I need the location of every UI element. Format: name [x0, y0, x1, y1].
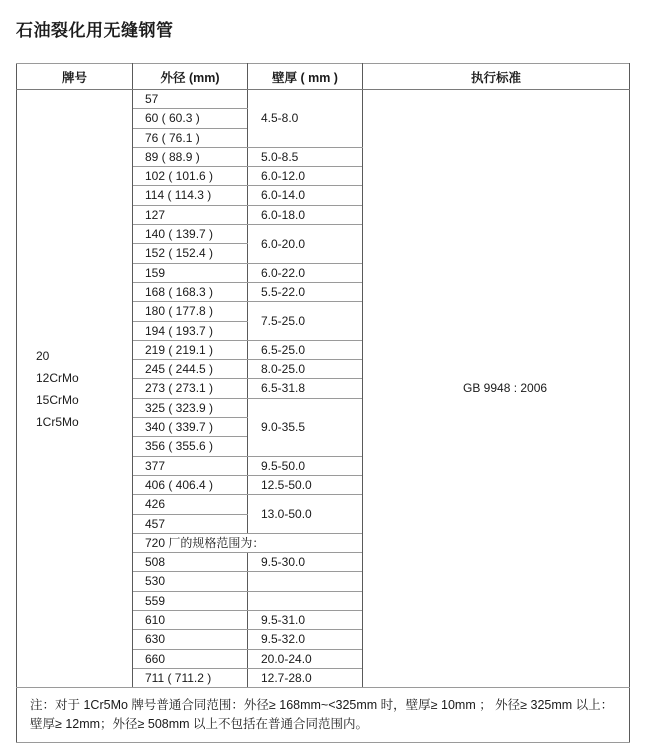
- od-cell: 559: [133, 591, 248, 610]
- od-cell: 140 ( 139.7 ): [133, 225, 248, 244]
- od-cell: 102 ( 101.6 ): [133, 167, 248, 186]
- wt-cell: 9.0-35.5: [248, 398, 363, 456]
- grade-line: 15CrMo: [36, 392, 79, 407]
- wt-cell: 4.5-8.0: [248, 90, 363, 148]
- wt-cell: 6.5-25.0: [248, 340, 363, 359]
- od-cell: 89 ( 88.9 ): [133, 147, 248, 166]
- header-row: [17, 64, 630, 90]
- wt-cell: 9.5-30.0: [248, 553, 363, 572]
- od-cell: 273 ( 273.1 ): [133, 379, 248, 398]
- od-cell: 340 ( 339.7 ): [133, 418, 248, 437]
- wt-cell: 6.0-20.0: [248, 225, 363, 264]
- od-cell: 610: [133, 611, 248, 630]
- od-cell: 168 ( 168.3 ): [133, 282, 248, 301]
- table-row: [17, 90, 630, 109]
- wt-cell: [248, 572, 363, 591]
- wt-cell: 6.0-12.0: [248, 167, 363, 186]
- od-cell: 630: [133, 630, 248, 649]
- factory-range-cell: 720 厂的规格范围为：: [133, 533, 363, 552]
- od-cell: 660: [133, 649, 248, 668]
- od-cell: 356 ( 355.6 ): [133, 437, 248, 456]
- od-cell: 57: [133, 90, 248, 109]
- wt-cell: 6.0-22.0: [248, 263, 363, 282]
- page: [0, 16, 645, 743]
- header-od: 外径 (mm): [133, 64, 248, 90]
- od-cell: 508: [133, 553, 248, 572]
- wt-cell: 12.7-28.0: [248, 668, 363, 687]
- note-row: [17, 688, 630, 743]
- grade-line: 12CrMo: [36, 370, 79, 385]
- page-title: 石油裂化用无缝钢管: [16, 21, 174, 40]
- header-wt: 壁厚 ( mm ): [248, 64, 363, 90]
- wt-cell: 6.0-14.0: [248, 186, 363, 205]
- od-cell: 114 ( 114.3 ): [133, 186, 248, 205]
- od-cell: 159: [133, 263, 248, 282]
- od-cell: 76 ( 76.1 ): [133, 128, 248, 147]
- wt-cell: 7.5-25.0: [248, 302, 363, 341]
- spec-table: [16, 63, 630, 743]
- od-cell: 194 ( 193.7 ): [133, 321, 248, 340]
- standard-cell: GB 9948 : 2006: [363, 90, 630, 688]
- wt-cell: 20.0-24.0: [248, 649, 363, 668]
- wt-cell: 13.0-50.0: [248, 495, 363, 534]
- wt-cell: 9.5-32.0: [248, 630, 363, 649]
- od-cell: 219 ( 219.1 ): [133, 340, 248, 359]
- wt-cell: 5.0-8.5: [248, 147, 363, 166]
- grade-cell: [17, 90, 133, 688]
- od-cell: 406 ( 406.4 ): [133, 475, 248, 494]
- od-cell: 127: [133, 205, 248, 224]
- od-cell: 152 ( 152.4 ): [133, 244, 248, 263]
- grade-line: 20: [36, 348, 50, 363]
- od-cell: 711 ( 711.2 ): [133, 668, 248, 687]
- header-grade: 牌号: [17, 64, 133, 90]
- od-cell: 457: [133, 514, 248, 533]
- od-cell: 530: [133, 572, 248, 591]
- od-cell: 245 ( 244.5 ): [133, 360, 248, 379]
- wt-cell: 5.5-22.0: [248, 282, 363, 301]
- wt-cell: 8.0-25.0: [248, 360, 363, 379]
- header-standard: 执行标准: [363, 64, 630, 90]
- note-text: 注：对于 1Cr5Mo 牌号普通合同范围：外径≥ 168mm~<325mm 时，壁厚≥ 10mm ； 外径≥ 325mm 以上： 壁厚≥ 12mm；外径≥ 508mm 以上不包括在普通合同范围内。: [17, 688, 630, 743]
- od-cell: 426: [133, 495, 248, 514]
- wt-cell: 9.5-31.0: [248, 611, 363, 630]
- od-cell: 377: [133, 456, 248, 475]
- wt-cell: 12.5-50.0: [248, 475, 363, 494]
- wt-cell: [248, 591, 363, 610]
- grade-line: 1Cr5Mo: [36, 414, 79, 429]
- wt-cell: 9.5-50.0: [248, 456, 363, 475]
- od-cell: 325 ( 323.9 ): [133, 398, 248, 417]
- od-cell: 180 ( 177.8 ): [133, 302, 248, 321]
- od-cell: 60 ( 60.3 ): [133, 109, 248, 128]
- wt-cell: 6.0-18.0: [248, 205, 363, 224]
- wt-cell: 6.5-31.8: [248, 379, 363, 398]
